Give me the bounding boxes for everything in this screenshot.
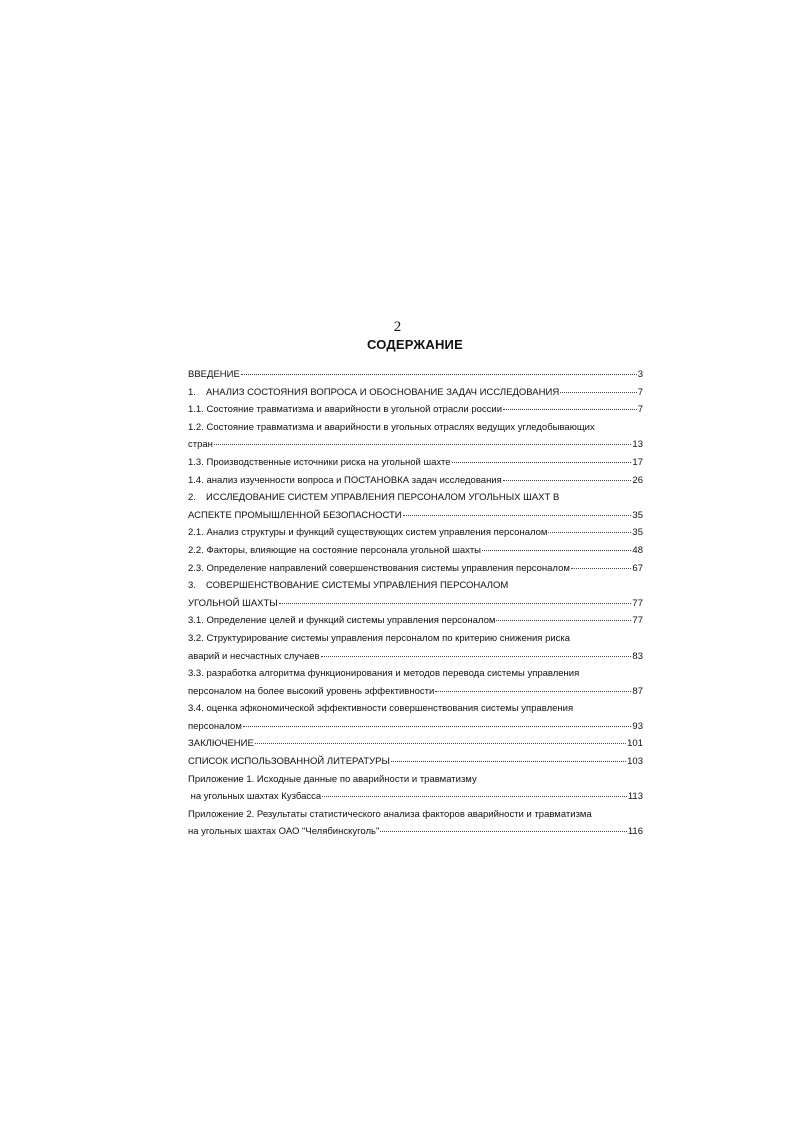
dot-leader bbox=[403, 514, 632, 516]
toc-entry-conclusion bbox=[188, 735, 643, 753]
toc-entry-page: 13 bbox=[632, 439, 643, 451]
toc-entry-text: 3.1. Определение целей и функций системы управления персоналом bbox=[188, 615, 496, 627]
dot-leader bbox=[391, 760, 626, 762]
table-of-contents-title: СОДЕРЖАНИЕ bbox=[367, 337, 463, 352]
toc-entry-1-2-line1: 1.2. Состояние травматизма и аварийности в угольных отраслях ведущих угледобывающих bbox=[188, 421, 595, 433]
toc-entry-page: 35 bbox=[632, 509, 643, 521]
toc-entry-2-3 bbox=[188, 560, 643, 578]
toc-entry-chapter-1 bbox=[188, 384, 643, 402]
toc-entry-1-1 bbox=[188, 401, 643, 419]
chapter-number: 3. bbox=[188, 580, 196, 592]
toc-entry-page: 26 bbox=[632, 474, 643, 486]
toc-entry-3-4-line1: 3.4. оценка эфкономической эффективности совершенствования системы управления bbox=[188, 703, 574, 715]
toc-entry-2-1 bbox=[188, 524, 643, 542]
toc-entry-text: аварий и несчастных случаев bbox=[188, 650, 320, 662]
toc-entry-text: на угольных шахтах ОАО "Челябинскуголь" bbox=[188, 826, 380, 838]
toc-entry-appendix-1-line1: Приложение 1. Исходные данные по аварийности и травматизму bbox=[188, 773, 477, 785]
toc-entry-1-4 bbox=[188, 472, 643, 490]
toc-entry-introduction bbox=[188, 366, 643, 384]
toc-entry-2-2 bbox=[188, 542, 643, 560]
toc-entry-text: 1.4. анализ изученности вопроса и ПОСТАНОВКА задач исследования bbox=[188, 474, 502, 486]
dot-leader bbox=[241, 373, 637, 375]
dot-leader bbox=[322, 795, 627, 797]
dot-leader bbox=[452, 461, 632, 463]
dot-leader bbox=[503, 479, 632, 481]
toc-entry-page: 93 bbox=[632, 720, 643, 732]
dot-leader bbox=[503, 408, 637, 410]
dot-leader bbox=[321, 655, 632, 657]
dot-leader bbox=[560, 391, 637, 393]
toc-entry-page: 7 bbox=[637, 404, 643, 416]
toc-entry-appendix-2-line1: Приложение 2. Результаты статистического анализа факторов аварийности и травматизма bbox=[188, 808, 592, 820]
toc-entry-3-1 bbox=[188, 612, 643, 630]
dot-leader bbox=[571, 567, 632, 569]
toc-entry-page: 67 bbox=[632, 562, 643, 574]
toc-entry-3-2 bbox=[188, 648, 643, 666]
toc-entry-text: ЗАКЛЮЧЕНИЕ bbox=[188, 738, 254, 750]
toc-entry-text: стран bbox=[188, 439, 213, 451]
toc-entry-text: 2.2. Факторы, влияющие на состояние персонала угольной шахты bbox=[188, 544, 481, 556]
toc-entry-text: персоналом на более высокий уровень эффективности bbox=[188, 685, 435, 697]
toc-entry-page: 77 bbox=[632, 615, 643, 627]
dot-leader bbox=[243, 725, 632, 727]
toc-entry-text: 2.3. Определение направлений совершенствования системы управления персоналом bbox=[188, 562, 570, 574]
toc-entry-text: АСПЕКТЕ ПРОМЫШЛЕННОЙ БЕЗОПАСНОСТИ bbox=[188, 509, 402, 521]
toc-entry-text: 2.1. Анализ структуры и функций существующих систем управления персоналом bbox=[188, 527, 548, 539]
toc-entry-text: СПИСОК ИСПОЛЬЗОВАННОЙ ЛИТЕРАТУРЫ bbox=[188, 756, 390, 768]
toc-entry-text: 1.3. Производственные источники риска на угольной шахте bbox=[188, 456, 451, 468]
toc-entry-1-2 bbox=[188, 436, 643, 454]
toc-entry-text: ВВЕДЕНИЕ bbox=[188, 369, 240, 380]
toc-entry-chapter-3-line1 bbox=[188, 577, 643, 595]
toc-entry-text: на угольных шахтах Кузбасса bbox=[188, 791, 322, 803]
dot-leader bbox=[214, 443, 632, 445]
dot-leader bbox=[548, 531, 631, 533]
toc-entry-appendix-2 bbox=[188, 823, 643, 841]
toc-entry-page: 101 bbox=[627, 738, 643, 750]
toc-entry-references bbox=[188, 753, 643, 771]
toc-entry-page: 103 bbox=[627, 756, 643, 768]
toc-entry-3-3-line1: 3.3. разработка алгоритма функционирования и методов перевода системы управления bbox=[188, 668, 580, 680]
toc-entry-page: 7 bbox=[637, 386, 643, 398]
table-of-contents bbox=[188, 366, 643, 841]
toc-entry-3-4 bbox=[188, 718, 643, 736]
toc-entry-page: 17 bbox=[632, 456, 643, 468]
chapter-number: 2. bbox=[188, 492, 196, 504]
dot-leader bbox=[435, 690, 631, 692]
toc-entry-chapter-2 bbox=[188, 507, 643, 525]
dot-leader bbox=[279, 602, 632, 604]
dot-leader bbox=[380, 830, 627, 832]
toc-entry-page: 113 bbox=[627, 791, 643, 803]
toc-entry-text: ИССЛЕДОВАНИЕ СИСТЕМ УПРАВЛЕНИЯ ПЕРСОНАЛОМ УГОЛЬНЫХ ШАХТ В bbox=[206, 492, 560, 504]
toc-entry-chapter-3 bbox=[188, 595, 643, 613]
toc-entry-appendix-1 bbox=[188, 788, 643, 806]
dot-leader bbox=[255, 742, 626, 744]
toc-entry-page: 48 bbox=[632, 544, 643, 556]
chapter-number: 1. bbox=[188, 386, 196, 398]
toc-entry-text: 1.1. Состояние травматизма и аварийности в угольной отрасли россии bbox=[188, 404, 503, 416]
page-number: 2 bbox=[393, 319, 402, 335]
toc-entry-text: УГОЛЬНОЙ ШАХТЫ bbox=[188, 597, 278, 609]
dot-leader bbox=[496, 619, 631, 621]
dot-leader bbox=[482, 549, 631, 551]
toc-entry-page: 77 bbox=[632, 597, 643, 609]
toc-entry-chapter-2-line1 bbox=[188, 489, 643, 507]
toc-entry-text: АНАЛИЗ СОСТОЯНИЯ ВОПРОСА И ОБОСНОВАНИЕ ЗАДАЧ ИССЛЕДОВАНИЯ bbox=[206, 386, 560, 398]
toc-entry-page: 3 bbox=[637, 369, 643, 380]
toc-entry-3-2-line1: 3.2. Структурирование системы управления персоналом по критерию снижения риска bbox=[188, 632, 571, 644]
toc-entry-page: 116 bbox=[627, 826, 643, 838]
toc-entry-text: персоналом bbox=[188, 720, 242, 732]
toc-entry-page: 87 bbox=[632, 685, 643, 697]
toc-entry-3-3 bbox=[188, 683, 643, 701]
toc-entry-text: СОВЕРШЕНСТВОВАНИЕ СИСТЕМЫ УПРАВЛЕНИЯ ПЕРСОНАЛОМ bbox=[206, 580, 509, 592]
toc-entry-page: 83 bbox=[632, 650, 643, 662]
toc-entry-1-3 bbox=[188, 454, 643, 472]
toc-entry-page: 35 bbox=[632, 527, 643, 539]
